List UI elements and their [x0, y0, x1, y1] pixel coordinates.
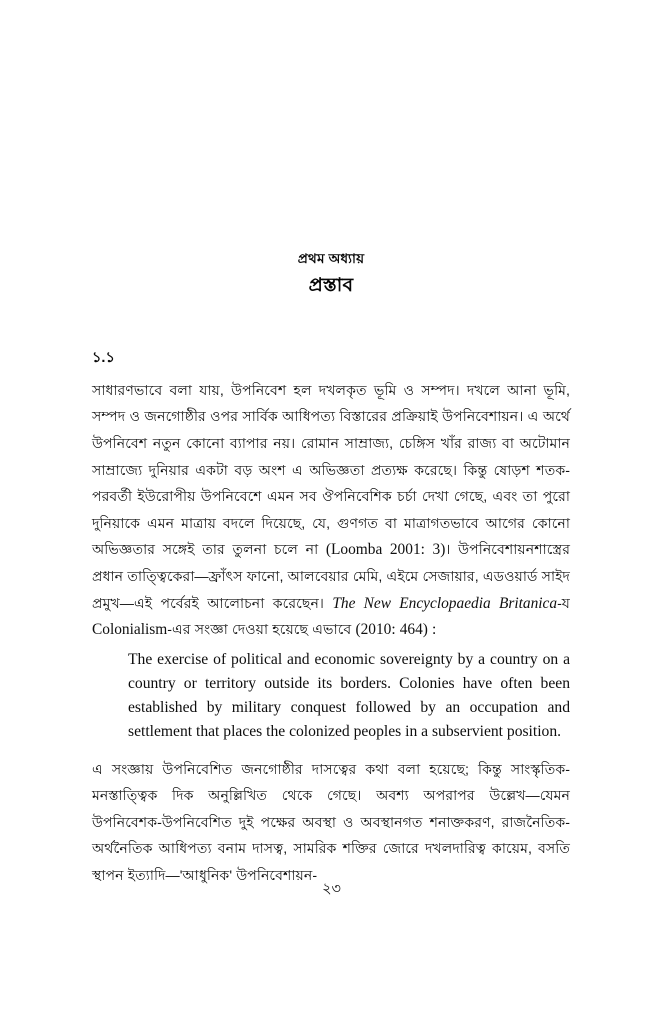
- paragraph-1-segment-4: -এর সংজ্ঞা দেওয়া হয়েছে এভাবে: [167, 622, 356, 639]
- chapter-label: প্রথম অধ্যায়: [297, 251, 365, 266]
- page-number: ২৩: [322, 881, 341, 897]
- body-paragraph-2: এ সংজ্ঞায় উপনিবেশিত জনগোষ্ঠীর দাসত্বের কথা বলা হয়েছে; কিন্তু সাংস্কৃতিক-মনস্তাত্ত্বিক দিক অনুল্লিখিত থেকে গেছে। অবশ্য অপরাপর উল্লেখ—যেমন উপনিবেশক-উপনিবেশিত দুই পক্ষের অবস্থা ও অবস্থানগত শনাক্তকরণ, রাজনৈতিক-অর্থনৈতিক আধিপত্য বনাম দাসত্ব, সামরিক শক্তির জোরে দখলদারিত্ব কায়েম, বসতি স্থাপন ইত্যাদি—'আধুনিক' উপনিবেশায়ন-: [92, 761, 570, 885]
- paragraph-1-segment-1: সাধারণভাবে বলা যায়, উপনিবেশ হল দখলকৃত ভূমি ও সম্পদ। দখলে আনা ভূমি, সম্পদ ও জনগোষ্ঠীর ওপর সার্বিক আধিপত্য বিস্তারের প্রক্রিয়াই উপনিবেশায়ন। এ অর্থে উপনিবেশ নতুন কোনো ব্যাপার নয়। রোমান সাম্রাজ্য, চেঙ্গিস খাঁর রাজ্য বা অটোমান সাম্রাজ্যে দুনিয়ার একটা বড় অংশ এ অভিজ্ঞতা প্রত্যক্ষ করেছে। কিন্তু ষোড়শ শতক-পরবর্তী ইউরোপীয় উপনিবেশে এমন সব ঔপনিবেশিক চর্চা দেখা গেছে, এবং তা পুরো দুনিয়াকে এমন মাত্রায় বদলে দিয়েছে, যে, গুণগত বা মাত্রাগতভাবে আগের কোনো অভিজ্ঞতার সঙ্গেই তার তুলনা চলে না: [92, 382, 570, 559]
- paragraph-1-segment-3: -য: [557, 595, 570, 612]
- section-number: ১.১: [92, 349, 115, 366]
- colonialism-term: Colonialism: [92, 621, 168, 639]
- chapter-title: প্রস্তাব: [308, 275, 354, 297]
- page-text-block: [92, 0, 570, 890]
- encyclopaedia-title: The New Encyclopaedia Britanica: [332, 594, 558, 612]
- paragraph-1-segment-2: । উপনিবেশায়নশাস্ত্রের প্রধান তাত্ত্বিকেরা—ফ্রাঁৎস ফানো, আলবেয়ার মেমি, এইমে সেজায়ার, এডওয়ার্ড সাইদ প্রমুখ—এই পর্বেরই আলোচনা করেছেন।: [92, 542, 570, 612]
- citation-loomba: (Loomba 2001: 3): [325, 541, 446, 559]
- citation-britanica: (2010: 464) :: [355, 621, 437, 639]
- english-blockquote: The exercise of political and economic sovereignty by a country on a country or territory outside its borders. Colonies have often been established by military conquest followed by an occupation and settlement that places the colonized peoples in a subservient position.: [128, 650, 570, 740]
- body-paragraph-1: [92, 378, 570, 644]
